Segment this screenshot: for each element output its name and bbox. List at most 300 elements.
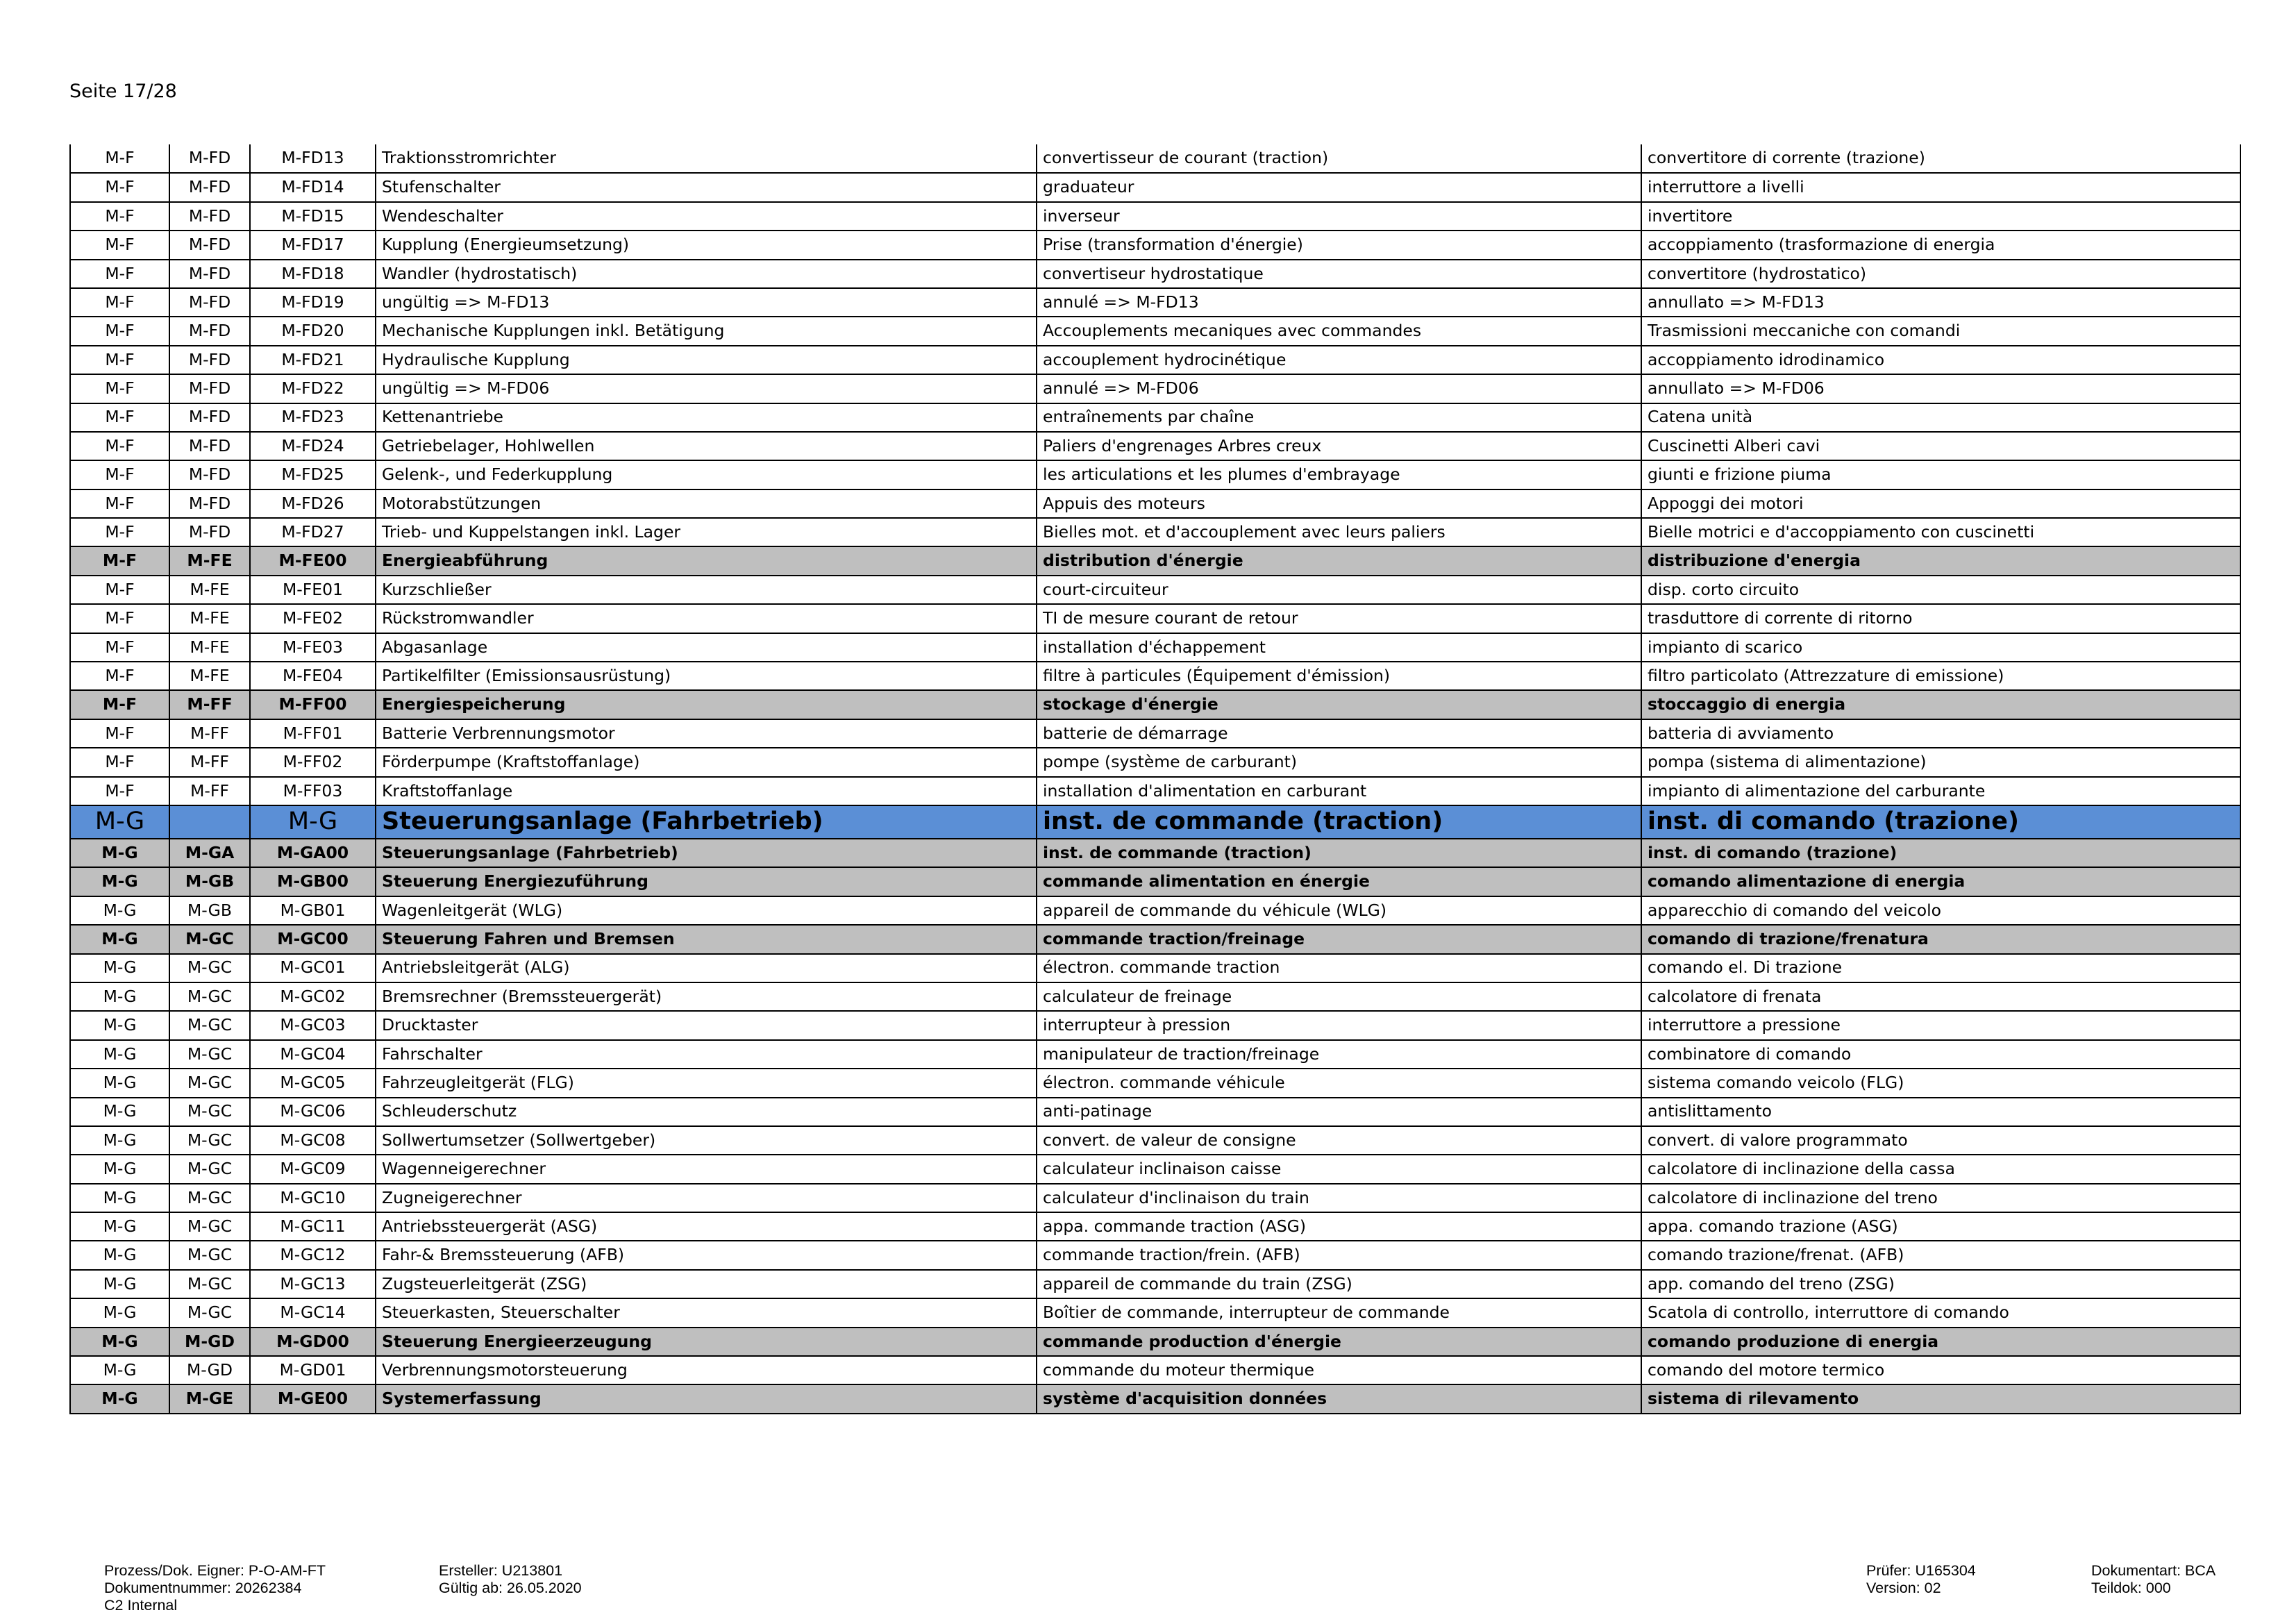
group-heading-row [70,546,2240,575]
code-cell: M-FD26 [250,489,376,518]
code-cell: M-FE02 [250,604,376,633]
level2-code-cell: M-GC [169,1040,250,1069]
code-cell: M-FE01 [250,576,376,604]
level2-code-cell: M-FD [169,460,250,489]
level2-code-cell: M-FD [169,260,250,288]
italian-term-cell: distribuzione d'energia [1641,546,2240,575]
level1-code-cell: M-F [70,777,169,805]
table-row [70,173,2240,201]
german-term-cell: Wandler (hydrostatisch) [376,260,1037,288]
footer-doc-number: Dokumentnummer: 20262384 [104,1580,302,1596]
code-cell: M-FF01 [250,719,376,748]
code-cell: M-G [250,805,376,839]
italian-term-cell: comando alimentazione di energia [1641,867,2240,896]
code-cell: M-FD17 [250,231,376,259]
level2-code-cell: M-GA [169,839,250,867]
german-term-cell: Steuerungsanlage (Fahrbetrieb) [376,805,1037,839]
table-row [70,346,2240,374]
german-term-cell: Abgasanlage [376,633,1037,662]
table-row [70,317,2240,345]
french-term-cell: système d'acquisition données [1037,1384,1641,1413]
level1-code-cell: M-G [70,1040,169,1069]
german-term-cell: Gelenk-, und Federkupplung [376,460,1037,489]
italian-term-cell: invertitore [1641,202,2240,231]
level1-code-cell: M-F [70,288,169,317]
french-term-cell: électron. commande véhicule [1037,1069,1641,1097]
italian-term-cell: convertitore di corrente (trazione) [1641,144,2240,173]
level1-code-cell: M-F [70,260,169,288]
german-term-cell: Kettenantriebe [376,403,1037,432]
german-term-cell: Zugneigerechner [376,1184,1037,1212]
table-row [70,1212,2240,1241]
level1-code-cell: M-F [70,604,169,633]
level1-code-cell: M-F [70,546,169,575]
french-term-cell: inst. de commande (traction) [1037,805,1641,839]
italian-term-cell: convertitore (hydrostatico) [1641,260,2240,288]
german-term-cell: Rückstromwandler [376,604,1037,633]
german-term-cell: Energiespeicherung [376,690,1037,719]
main-heading-row [70,805,2240,839]
italian-term-cell: comando di trazione/frenatura [1641,925,2240,953]
level1-code-cell: M-G [70,1184,169,1212]
code-cell: M-FD14 [250,173,376,201]
code-cell: M-FF03 [250,777,376,805]
level1-code-cell: M-G [70,1011,169,1039]
table-row [70,1298,2240,1327]
footer-classification: C2 Internal [104,1597,178,1614]
code-table-body [70,144,2240,1414]
level2-code-cell: M-FF [169,719,250,748]
italian-term-cell: interruttore a pressione [1641,1011,2240,1039]
level1-code-cell: M-F [70,317,169,345]
german-term-cell: Antriebssteuergerät (ASG) [376,1212,1037,1241]
german-term-cell: Kraftstoffanlage [376,777,1037,805]
code-cell: M-GC12 [250,1241,376,1269]
german-term-cell: Steuerung Fahren und Bremsen [376,925,1037,953]
level1-code-cell: M-F [70,403,169,432]
french-term-cell: TI de mesure courant de retour [1037,604,1641,633]
italian-term-cell: calcolatore di inclinazione del treno [1641,1184,2240,1212]
french-term-cell: anti-patinage [1037,1098,1641,1126]
german-term-cell: Steuerung Energiezuführung [376,867,1037,896]
table-row [70,662,2240,690]
table-row [70,288,2240,317]
level2-code-cell: M-FF [169,777,250,805]
table-row [70,374,2240,403]
code-cell: M-FF02 [250,748,376,776]
code-cell: M-GC03 [250,1011,376,1039]
french-term-cell: installation d'échappement [1037,633,1641,662]
code-cell: M-FD24 [250,432,376,460]
table-row [70,144,2240,173]
level2-code-cell: M-GC [169,982,250,1011]
french-term-cell: convert. de valeur de consigne [1037,1126,1641,1155]
level1-code-cell: M-G [70,1298,169,1327]
french-term-cell: Paliers d'engrenages Arbres creux [1037,432,1641,460]
french-term-cell: annulé => M-FD06 [1037,374,1641,403]
table-row [70,202,2240,231]
group-heading-row [70,1328,2240,1356]
code-cell: M-FD21 [250,346,376,374]
german-term-cell: Antriebsleitgerät (ALG) [376,954,1037,982]
code-cell: M-GC14 [250,1298,376,1327]
french-term-cell: Appuis des moteurs [1037,489,1641,518]
french-term-cell: pompe (système de carburant) [1037,748,1641,776]
level2-code-cell: M-FD [169,374,250,403]
level2-code-cell: M-GD [169,1328,250,1356]
level2-code-cell: M-FD [169,518,250,546]
level1-code-cell: M-G [70,954,169,982]
italian-term-cell: apparecchio di comando del veicolo [1641,896,2240,925]
italian-term-cell: accoppiamento idrodinamico [1641,346,2240,374]
level1-code-cell: M-F [70,489,169,518]
french-term-cell: entraînements par chaîne [1037,403,1641,432]
level2-code-cell: M-GC [169,1270,250,1298]
italian-term-cell: Bielle motrici e d'accoppiamento con cuscinetti [1641,518,2240,546]
level2-code-cell: M-FD [169,317,250,345]
italian-term-cell: appa. comando trazione (ASG) [1641,1212,2240,1241]
level2-code-cell: M-GC [169,1011,250,1039]
french-term-cell: convertiseur hydrostatique [1037,260,1641,288]
german-term-cell: Energieabführung [376,546,1037,575]
german-term-cell: Partikelfilter (Emissionsausrüstung) [376,662,1037,690]
german-term-cell: Getriebelager, Hohlwellen [376,432,1037,460]
level2-code-cell: M-FD [169,202,250,231]
german-term-cell: Sollwertumsetzer (Sollwertgeber) [376,1126,1037,1155]
level2-code-cell: M-GC [169,1184,250,1212]
level1-code-cell: M-F [70,231,169,259]
table-row [70,1069,2240,1097]
italian-term-cell: annullato => M-FD13 [1641,288,2240,317]
italian-term-cell: inst. di comando (trazione) [1641,805,2240,839]
footer-reviewer: Prüfer: U165304 [1866,1562,1976,1579]
code-cell: M-GB00 [250,867,376,896]
footer-part-doc: Teildok: 000 [2091,1580,2171,1596]
italian-term-cell: antislittamento [1641,1098,2240,1126]
french-term-cell: Boîtier de commande, interrupteur de commande [1037,1298,1641,1327]
french-term-cell: accouplement hydrocinétique [1037,346,1641,374]
code-cell: M-FD22 [250,374,376,403]
level2-code-cell: M-FE [169,662,250,690]
level2-code-cell: M-FE [169,604,250,633]
italian-term-cell: stoccaggio di energia [1641,690,2240,719]
level2-code-cell: M-FE [169,546,250,575]
footer-owner-block [104,1562,326,1614]
german-term-cell: Wendeschalter [376,202,1037,231]
level1-code-cell: M-F [70,346,169,374]
german-term-cell: Kupplung (Energieumsetzung) [376,231,1037,259]
italian-term-cell: Cuscinetti Alberi cavi [1641,432,2240,460]
table-row [70,1155,2240,1183]
level1-code-cell: M-F [70,460,169,489]
italian-term-cell: inst. di comando (trazione) [1641,839,2240,867]
german-term-cell: Fahrzeugleitgerät (FLG) [376,1069,1037,1097]
italian-term-cell: filtro particolato (Attrezzature di emissione) [1641,662,2240,690]
level1-code-cell: M-F [70,432,169,460]
level1-code-cell: M-F [70,719,169,748]
code-cell: M-GC06 [250,1098,376,1126]
german-term-cell: Batterie Verbrennungsmotor [376,719,1037,748]
code-cell: M-GC05 [250,1069,376,1097]
french-term-cell: interrupteur à pression [1037,1011,1641,1039]
french-term-cell: calculateur de freinage [1037,982,1641,1011]
code-table [69,144,2241,1414]
german-term-cell: Bremsrechner (Bremssteuergerät) [376,982,1037,1011]
german-term-cell: Wagenleitgerät (WLG) [376,896,1037,925]
german-term-cell: Motorabstützungen [376,489,1037,518]
group-heading-row [70,839,2240,867]
code-cell: M-GD00 [250,1328,376,1356]
code-cell: M-FD27 [250,518,376,546]
level2-code-cell: M-GC [169,1098,250,1126]
german-term-cell: Fahr-& Bremssteuerung (AFB) [376,1241,1037,1269]
table-row [70,260,2240,288]
level2-code-cell: M-FE [169,633,250,662]
german-term-cell: Hydraulische Kupplung [376,346,1037,374]
code-cell: M-FE04 [250,662,376,690]
table-row [70,1098,2240,1126]
french-term-cell: appareil de commande du train (ZSG) [1037,1270,1641,1298]
group-heading-row [70,925,2240,953]
table-row [70,896,2240,925]
level2-code-cell: M-GB [169,867,250,896]
code-cell: M-GC13 [250,1270,376,1298]
italian-term-cell: comando del motore termico [1641,1356,2240,1384]
code-cell: M-GC04 [250,1040,376,1069]
footer-creator: Ersteller: U213801 [439,1562,563,1579]
french-term-cell: Bielles mot. et d'accouplement avec leurs paliers [1037,518,1641,546]
footer-creator-block [439,1562,582,1597]
footer-owner: Prozess/Dok. Eigner: P-O-AM-FT [104,1562,326,1579]
german-term-cell: Steuerkasten, Steuerschalter [376,1298,1037,1327]
table-row [70,489,2240,518]
french-term-cell: commande alimentation en énergie [1037,867,1641,896]
level1-code-cell: M-G [70,1155,169,1183]
french-term-cell: commande du moteur thermique [1037,1356,1641,1384]
italian-term-cell: impianto di scarico [1641,633,2240,662]
level2-code-cell: M-FD [169,144,250,173]
italian-term-cell: convert. di valore programmato [1641,1126,2240,1155]
level1-code-cell: M-G [70,925,169,953]
italian-term-cell: comando produzione di energia [1641,1328,2240,1356]
level2-code-cell: M-GC [169,1212,250,1241]
german-term-cell: ungültig => M-FD13 [376,288,1037,317]
french-term-cell: Accouplements mecaniques avec commandes [1037,317,1641,345]
french-term-cell: manipulateur de traction/freinage [1037,1040,1641,1069]
footer-reviewer-block [1866,1562,1976,1597]
italian-term-cell: accoppiamento (trasformazione di energia [1641,231,2240,259]
german-term-cell: Kurzschließer [376,576,1037,604]
level1-code-cell: M-G [70,1328,169,1356]
level2-code-cell: M-GC [169,1126,250,1155]
french-term-cell: court-circuiteur [1037,576,1641,604]
italian-term-cell: calcolatore di inclinazione della cassa [1641,1155,2240,1183]
german-term-cell: Wagenneigerechner [376,1155,1037,1183]
french-term-cell: Prise (transformation d'énergie) [1037,231,1641,259]
table-row [70,748,2240,776]
german-term-cell: Mechanische Kupplungen inkl. Betätigung [376,317,1037,345]
italian-term-cell: Scatola di controllo, interruttore di comando [1641,1298,2240,1327]
level1-code-cell: M-F [70,690,169,719]
french-term-cell: convertisseur de courant (traction) [1037,144,1641,173]
french-term-cell: appa. commande traction (ASG) [1037,1212,1641,1241]
level2-code-cell: M-GC [169,1155,250,1183]
italian-term-cell: app. comando del treno (ZSG) [1641,1270,2240,1298]
level2-code-cell: M-GC [169,1241,250,1269]
group-heading-row [70,1384,2240,1413]
code-cell: M-GC11 [250,1212,376,1241]
italian-term-cell: sistema di rilevamento [1641,1384,2240,1413]
table-row [70,777,2240,805]
level2-code-cell: M-GD [169,1356,250,1384]
table-row [70,633,2240,662]
french-term-cell: batterie de démarrage [1037,719,1641,748]
level1-code-cell: M-F [70,662,169,690]
level1-code-cell: M-F [70,576,169,604]
german-term-cell: Drucktaster [376,1011,1037,1039]
table-row [70,1270,2240,1298]
level2-code-cell: M-GE [169,1384,250,1413]
table-row [70,954,2240,982]
code-cell: M-GA00 [250,839,376,867]
code-cell: M-FD20 [250,317,376,345]
page-number-label: Seite 17/28 [69,81,177,102]
level1-code-cell: M-G [70,1384,169,1413]
level2-code-cell: M-FF [169,748,250,776]
table-row [70,1011,2240,1039]
italian-term-cell: impianto di alimentazione del carburante [1641,777,2240,805]
level2-code-cell: M-FD [169,173,250,201]
code-cell: M-GC08 [250,1126,376,1155]
italian-term-cell: Catena unità [1641,403,2240,432]
level1-code-cell: M-G [70,1241,169,1269]
code-cell: M-FE00 [250,546,376,575]
level2-code-cell: M-GC [169,954,250,982]
level1-code-cell: M-G [70,896,169,925]
level1-code-cell: M-G [70,867,169,896]
french-term-cell: installation d'alimentation en carburant [1037,777,1641,805]
italian-term-cell: calcolatore di frenata [1641,982,2240,1011]
level2-code-cell: M-FD [169,346,250,374]
italian-term-cell: combinatore di comando [1641,1040,2240,1069]
code-cell: M-FE03 [250,633,376,662]
french-term-cell: calculateur d'inclinaison du train [1037,1184,1641,1212]
level1-code-cell: M-G [70,982,169,1011]
code-cell: M-FF00 [250,690,376,719]
french-term-cell: commande traction/freinage [1037,925,1641,953]
german-term-cell: Traktionsstromrichter [376,144,1037,173]
level2-code-cell: M-GC [169,925,250,953]
level2-code-cell: M-FD [169,403,250,432]
italian-term-cell: annullato => M-FD06 [1641,374,2240,403]
french-term-cell: filtre à particules (Équipement d'émission) [1037,662,1641,690]
level1-code-cell: M-G [70,1126,169,1155]
italian-term-cell: pompa (sistema di alimentazione) [1641,748,2240,776]
code-cell: M-FD23 [250,403,376,432]
table-row [70,1241,2240,1269]
level1-code-cell: M-F [70,748,169,776]
italian-term-cell: comando trazione/frenat. (AFB) [1641,1241,2240,1269]
italian-term-cell: interruttore a livelli [1641,173,2240,201]
table-row [70,403,2240,432]
italian-term-cell: trasduttore di corrente di ritorno [1641,604,2240,633]
level2-code-cell: M-GC [169,1069,250,1097]
table-row [70,231,2240,259]
french-term-cell: calculateur inclinaison caisse [1037,1155,1641,1183]
german-term-cell: Stufenschalter [376,173,1037,201]
french-term-cell: les articulations et les plumes d'embrayage [1037,460,1641,489]
german-term-cell: Förderpumpe (Kraftstoffanlage) [376,748,1037,776]
level1-code-cell: M-G [70,839,169,867]
italian-term-cell: comando el. Di trazione [1641,954,2240,982]
table-row [70,518,2240,546]
level2-code-cell: M-FD [169,432,250,460]
french-term-cell: commande production d'énergie [1037,1328,1641,1356]
code-cell: M-FD18 [250,260,376,288]
level1-code-cell: M-G [70,1270,169,1298]
italian-term-cell: giunti e frizione piuma [1641,460,2240,489]
table-row [70,719,2240,748]
italian-term-cell: Trasmissioni meccaniche con comandi [1641,317,2240,345]
german-term-cell: Zugsteuerleitgerät (ZSG) [376,1270,1037,1298]
table-row [70,1126,2240,1155]
table-row [70,576,2240,604]
italian-term-cell: batteria di avviamento [1641,719,2240,748]
level1-code-cell: M-F [70,144,169,173]
code-cell: M-FD25 [250,460,376,489]
level1-code-cell: M-F [70,202,169,231]
code-cell: M-GB01 [250,896,376,925]
german-term-cell: Steuerung Energieerzeugung [376,1328,1037,1356]
german-term-cell: Fahrschalter [376,1040,1037,1069]
french-term-cell: inst. de commande (traction) [1037,839,1641,867]
level1-code-cell: M-F [70,374,169,403]
french-term-cell: annulé => M-FD13 [1037,288,1641,317]
table-row [70,1040,2240,1069]
level1-code-cell: M-F [70,518,169,546]
table-row [70,432,2240,460]
code-cell: M-GE00 [250,1384,376,1413]
level2-code-cell [169,805,250,839]
french-term-cell: graduateur [1037,173,1641,201]
level2-code-cell: M-FD [169,231,250,259]
level1-code-cell: M-F [70,633,169,662]
code-cell: M-FD19 [250,288,376,317]
table-row [70,1356,2240,1384]
level1-code-cell: M-G [70,1356,169,1384]
code-cell: M-GC09 [250,1155,376,1183]
level2-code-cell: M-GB [169,896,250,925]
german-term-cell: Schleuderschutz [376,1098,1037,1126]
german-term-cell: Verbrennungsmotorsteuerung [376,1356,1037,1384]
german-term-cell: Steuerungsanlage (Fahrbetrieb) [376,839,1037,867]
footer-valid-from: Gültig ab: 26.05.2020 [439,1580,582,1596]
group-heading-row [70,690,2240,719]
italian-term-cell: Appoggi dei motori [1641,489,2240,518]
level2-code-cell: M-FD [169,288,250,317]
italian-term-cell: disp. corto circuito [1641,576,2240,604]
level1-code-cell: M-G [70,1212,169,1241]
german-term-cell: ungültig => M-FD06 [376,374,1037,403]
french-term-cell: appareil de commande du véhicule (WLG) [1037,896,1641,925]
code-cell: M-GC10 [250,1184,376,1212]
german-term-cell: Systemerfassung [376,1384,1037,1413]
code-cell: M-FD15 [250,202,376,231]
level1-code-cell: M-G [70,1098,169,1126]
level1-code-cell: M-F [70,173,169,201]
level1-code-cell: M-G [70,1069,169,1097]
italian-term-cell: sistema comando veicolo (FLG) [1641,1069,2240,1097]
